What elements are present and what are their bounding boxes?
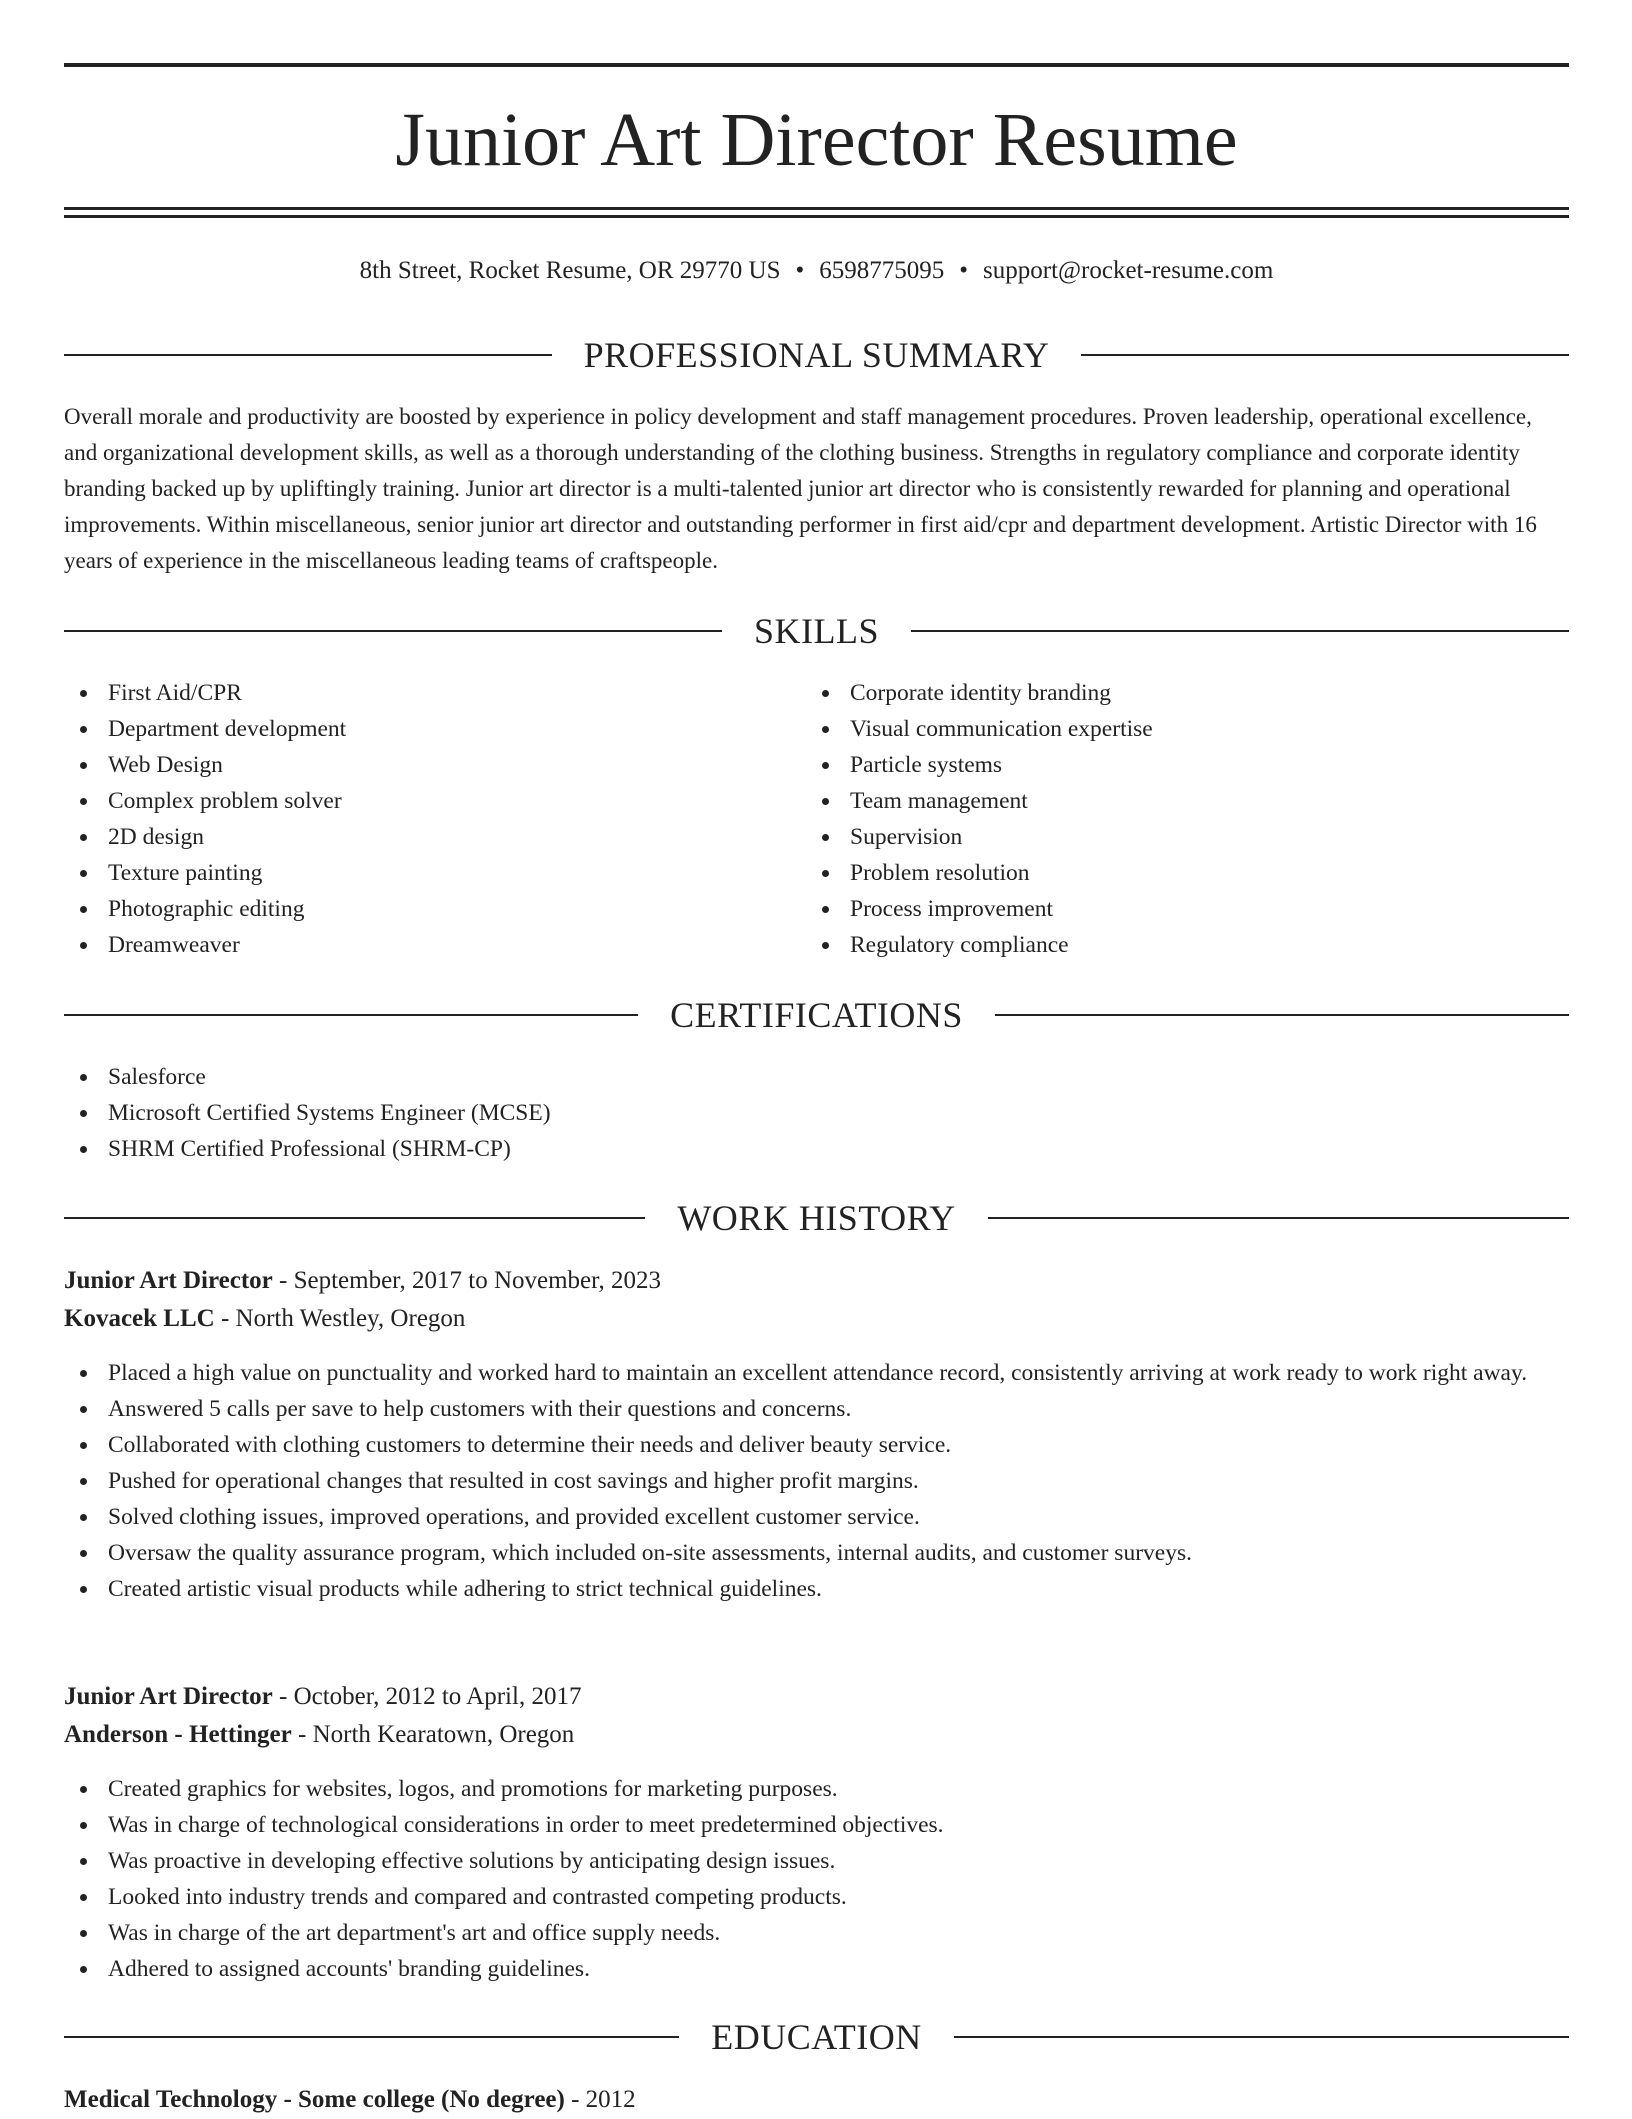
list-item: Regulatory compliance xyxy=(806,927,1506,963)
skills-list-right xyxy=(806,675,1506,963)
list-item: Was in charge of technological considerations in order to meet predetermined objectives. xyxy=(64,1807,1569,1843)
list-item: Microsoft Certified Systems Engineer (MCSE) xyxy=(64,1095,1569,1131)
contact-separator: • xyxy=(795,257,805,284)
summary-paragraph: Overall morale and productivity are boosted by experience in policy development and staff management procedures. Proven leadership, operational excellence, and organizational development skills, as well as a thorough understanding of the clothing business. Strengths in regulatory compliance and corporate identity branding backed up by upliftingly training. Junior art director is a multi-talented junior art director who is consistently rewarded for planning and operational improvements. Within miscellaneous, senior junior art director and outstanding performer in first aid/cpr and department development. Artistic Director with 16 years of experience in the miscellaneous leading teams of craftspeople. xyxy=(64,404,1537,573)
education-degree: Medical Technology - Some college (No degree) xyxy=(64,2086,565,2113)
job-duties-list xyxy=(64,1355,1569,1607)
contact-phone: 6598775095 xyxy=(819,257,945,284)
contact-address: 8th Street, Rocket Resume, OR 29770 US xyxy=(359,257,781,284)
job-title-line xyxy=(64,1262,661,1300)
section-title: CERTIFICATIONS xyxy=(670,995,963,1035)
heading-rule-right xyxy=(911,630,1569,632)
heading-rule-right xyxy=(1081,354,1569,356)
list-item: 2D design xyxy=(64,819,764,855)
job-company-line xyxy=(64,1300,465,1338)
contact-separator: • xyxy=(959,257,969,284)
contact-line xyxy=(64,254,1569,288)
list-item: Created artistic visual products while adhering to strict technical guidelines. xyxy=(64,1571,1569,1607)
heading-rule-right xyxy=(995,1014,1569,1016)
list-item: Particle systems xyxy=(806,747,1506,783)
list-item: Texture painting xyxy=(64,855,764,891)
section-heading-certifications xyxy=(64,993,1569,1037)
list-item: Oversaw the quality assurance program, which included on-site assessments, internal audits, and customer surveys. xyxy=(64,1535,1569,1571)
heading-rule-left xyxy=(64,630,722,632)
contact-email: support@rocket-resume.com xyxy=(983,257,1274,284)
section-title: PROFESSIONAL SUMMARY xyxy=(583,335,1050,375)
list-item: First Aid/CPR xyxy=(64,675,764,711)
list-item: Process improvement xyxy=(806,891,1506,927)
section-title: WORK HISTORY xyxy=(677,1198,956,1238)
list-item: Was proactive in developing effective solutions by anticipating design issues. xyxy=(64,1843,1569,1879)
page-title: Junior Art Director Resume xyxy=(395,98,1238,182)
list-item: Visual communication expertise xyxy=(806,711,1506,747)
list-item: Supervision xyxy=(806,819,1506,855)
heading-rule-left xyxy=(64,2036,679,2038)
header-top-rule xyxy=(64,63,1569,67)
job-dates: - September, 2017 to November, 2023 xyxy=(272,1267,661,1294)
list-item: Team management xyxy=(806,783,1506,819)
job-company-line xyxy=(64,1716,574,1754)
section-title: EDUCATION xyxy=(711,2017,922,2057)
list-item: Answered 5 calls per save to help customers with their questions and concerns. xyxy=(64,1391,1569,1427)
job-duties-list xyxy=(64,1771,1569,1987)
heading-rule-left xyxy=(64,354,552,356)
job-title: Junior Art Director xyxy=(64,1267,273,1294)
education-entry xyxy=(64,2081,636,2119)
list-item: Solved clothing issues, improved operations, and provided excellent customer service. xyxy=(64,1499,1569,1535)
list-item: Created graphics for websites, logos, and promotions for marketing purposes. xyxy=(64,1771,1569,1807)
job-title-line xyxy=(64,1678,581,1716)
job-title: Junior Art Director xyxy=(64,1683,273,1710)
list-item: Web Design xyxy=(64,747,764,783)
header-bottom-rule-second xyxy=(64,215,1569,218)
section-heading-education xyxy=(64,2015,1569,2059)
section-heading-summary xyxy=(64,333,1569,377)
section-title: SKILLS xyxy=(754,611,880,651)
list-item: Pushed for operational changes that resulted in cost savings and higher profit margins. xyxy=(64,1463,1569,1499)
heading-rule-left xyxy=(64,1217,645,1219)
list-item: Placed a high value on punctuality and worked hard to maintain an excellent attendance record, consistently arriving at work ready to work right away. xyxy=(64,1355,1569,1391)
certifications-list xyxy=(64,1059,1569,1167)
heading-rule-right xyxy=(988,1217,1569,1219)
job-location: - North Westley, Oregon xyxy=(214,1305,466,1332)
job-company: Kovacek LLC xyxy=(64,1305,215,1332)
list-item: SHRM Certified Professional (SHRM-CP) xyxy=(64,1131,1569,1167)
list-item: Collaborated with clothing customers to determine their needs and deliver beauty service. xyxy=(64,1427,1569,1463)
skills-list-left xyxy=(64,675,764,963)
education-year: - 2012 xyxy=(564,2086,636,2113)
list-item: Was in charge of the art department's art and office supply needs. xyxy=(64,1915,1569,1951)
heading-rule-right xyxy=(954,2036,1569,2038)
section-heading-work-history xyxy=(64,1196,1569,1240)
header-bottom-rule xyxy=(64,207,1569,210)
list-item: Department development xyxy=(64,711,764,747)
list-item: Dreamweaver xyxy=(64,927,764,963)
list-item: Complex problem solver xyxy=(64,783,764,819)
job-company: Anderson - Hettinger xyxy=(64,1721,292,1748)
heading-rule-left xyxy=(64,1014,638,1016)
job-location: - North Kearatown, Oregon xyxy=(291,1721,575,1748)
list-item: Adhered to assigned accounts' branding guidelines. xyxy=(64,1951,1569,1987)
list-item: Salesforce xyxy=(64,1059,1569,1095)
list-item: Photographic editing xyxy=(64,891,764,927)
section-heading-skills xyxy=(64,609,1569,653)
list-item: Corporate identity branding xyxy=(806,675,1506,711)
job-dates: - October, 2012 to April, 2017 xyxy=(272,1683,582,1710)
list-item: Problem resolution xyxy=(806,855,1506,891)
list-item: Looked into industry trends and compared and contrasted competing products. xyxy=(64,1879,1569,1915)
